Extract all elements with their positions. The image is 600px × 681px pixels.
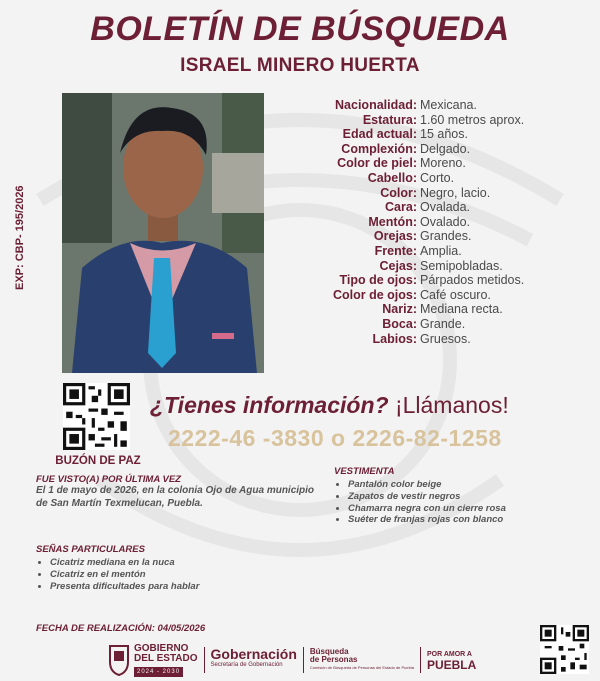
clothing-section xyxy=(334,466,584,526)
last-seen-section xyxy=(36,474,326,510)
phone-numbers xyxy=(168,425,502,452)
detail-row: Orejas: Grandes. xyxy=(373,229,472,244)
detail-row: Color de ojos: Café oscuro. xyxy=(332,287,491,302)
list-item: • Zapatos de vestir negros xyxy=(348,491,584,503)
phone-number-1[interactable]: 2222-46 -3830 xyxy=(168,425,325,451)
list-item: • Chamarra negra con un cierre rosa xyxy=(348,503,584,515)
missing-person-photo xyxy=(62,93,264,373)
detail-row: Color de piel: Moreno. xyxy=(337,156,466,171)
detail-row: Complexión: Delgado. xyxy=(341,141,471,156)
detail-row: Boca: Grande. xyxy=(382,316,466,331)
detail-row: Frente: Amplia. xyxy=(374,243,462,258)
list-item: • Cicatriz en el mentón xyxy=(50,569,336,581)
file-number: EXP: CBP- 195/2026 xyxy=(14,185,26,290)
list-item: • Cicatriz mediana en la nuca xyxy=(50,557,336,569)
divider xyxy=(420,647,421,673)
phone-or: o xyxy=(331,425,346,451)
marks-heading: SEÑAS PARTICULARES xyxy=(36,544,145,555)
list-item: • Presenta dificultades para hablar xyxy=(50,581,336,593)
list-item: • Pantalón color beige xyxy=(348,479,584,491)
state-shield-icon xyxy=(108,644,130,676)
last-seen-text: El 1 de mayo de 2026, en la colonia Ojo de Agua municipio de San Martín Texmelucan, Puebla. xyxy=(36,485,315,509)
bulletin-title: BOLETÍN DE BÚSQUEDA xyxy=(90,10,510,48)
detail-row: Labios: Gruesos. xyxy=(372,331,471,346)
detail-row: Mentón: Ovalado. xyxy=(368,214,471,229)
detail-row: Nariz: Mediana recta. xyxy=(382,302,503,317)
phone-number-2[interactable]: 2226-82-1258 xyxy=(352,425,502,451)
detail-row: Tipo de ojos: Párpados metidos. xyxy=(339,273,525,288)
gobierno-logo: GOBIERNO DEL ESTADO 2024 - 2030 xyxy=(134,642,198,675)
detail-row: Cara: Ovalada. xyxy=(385,200,471,215)
footer-qr-code[interactable] xyxy=(540,625,589,674)
detail-row: Color: Negro, lacio. xyxy=(380,185,491,200)
detail-row: Estatura: 1.60 metros aprox. xyxy=(362,112,525,127)
detail-row: Edad actual: 15 años. xyxy=(342,127,468,142)
buzon-qr-code[interactable] xyxy=(63,383,130,450)
por-amor-a-puebla-logo: POR AMOR A PUEBLA xyxy=(426,651,477,672)
buzon-de-paz-label: BUZÓN DE PAZ xyxy=(55,455,141,467)
question-text: ¿Tienes información? xyxy=(150,392,389,418)
clothing-heading: VESTIMENTA xyxy=(334,466,395,477)
detail-row: Nacionalidad: Mexicana. xyxy=(335,98,477,112)
call-us-text: ¡Llámanos! xyxy=(394,392,509,418)
physical-details xyxy=(295,98,595,346)
busqueda-logo: Búsqueda de Personas Comisión de Búsqueda de Personas del Estado de Puebla xyxy=(309,647,414,670)
detail-row: Cejas: Semipobladas. xyxy=(379,258,503,273)
divider xyxy=(303,647,304,673)
footer-logos xyxy=(108,640,508,680)
detail-row: Cabello: Corto. xyxy=(367,170,455,185)
info-question xyxy=(150,392,509,419)
missing-person-name: ISRAEL MINERO HUERTA xyxy=(180,55,420,76)
last-seen-heading: FUE VISTO(A) POR ÚLTIMA VEZ xyxy=(36,474,181,485)
creation-date: FECHA DE REALIZACIÓN: 04/05/2026 xyxy=(36,623,206,634)
divider xyxy=(204,647,205,673)
gobernacion-logo: Gobernación Secretaría de Gobernación xyxy=(210,646,297,668)
person-portrait-illustration xyxy=(62,93,264,373)
list-item: • Suéter de franjas rojas con blanco xyxy=(348,514,584,526)
distinguishing-marks-section xyxy=(36,544,336,592)
